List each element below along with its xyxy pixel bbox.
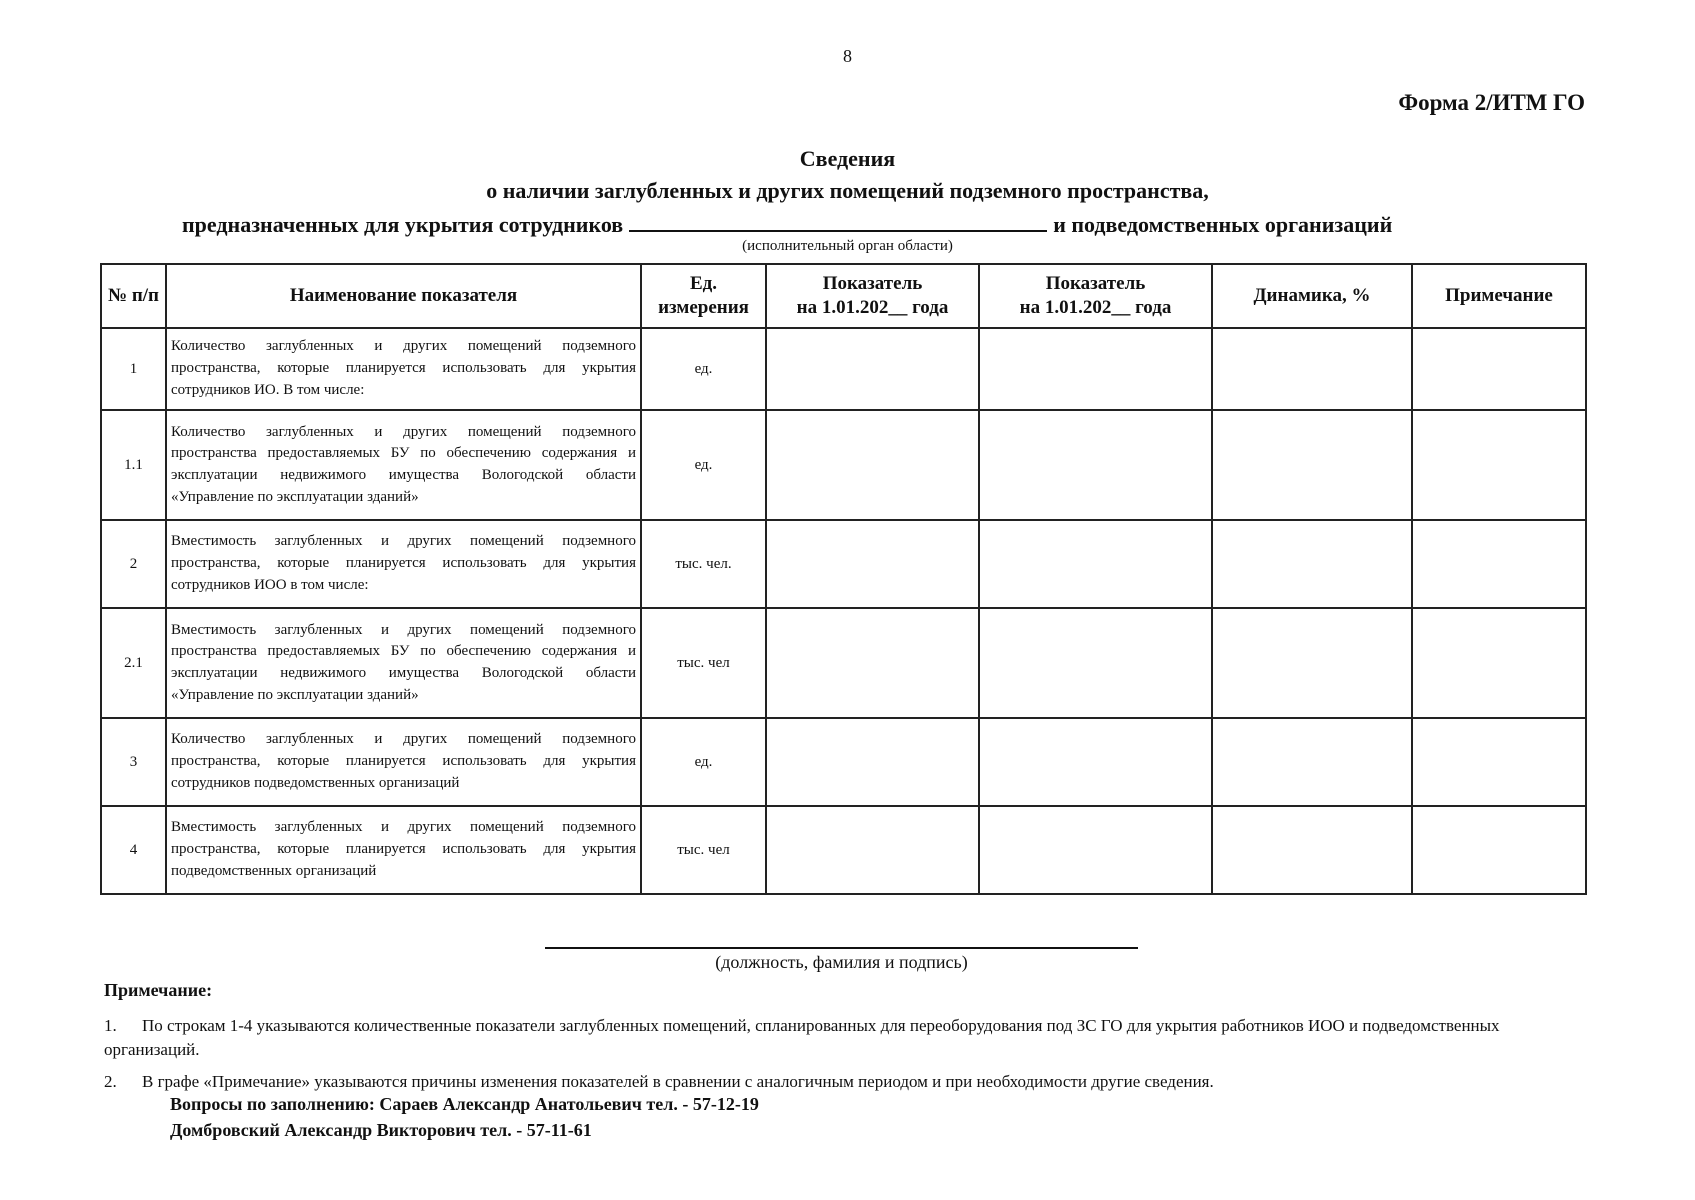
row-indicator-1-cell[interactable] [766, 410, 979, 520]
row-dynamics-cell[interactable] [1212, 410, 1412, 520]
header-ind2-line2: на 1.01.202__ года [1019, 297, 1172, 318]
row-dynamics-cell[interactable] [1212, 608, 1412, 718]
header-indicator-1 [766, 264, 979, 328]
executive-body-blank[interactable] [629, 210, 1047, 232]
form-code: Форма 2/ИТМ ГО [1398, 90, 1585, 115]
row-num: 2.1 [101, 608, 166, 718]
table-row [101, 410, 1586, 520]
row-dynamics-cell[interactable] [1212, 520, 1412, 608]
row-name: Количество заглубленных и других помещений подземного пространства, которые планируется использовать для укрытия сотрудников ИО. В том числе: [166, 328, 641, 410]
row-indicator-2-cell[interactable] [979, 608, 1212, 718]
row-indicator-1-cell[interactable] [766, 608, 979, 718]
row-name: Количество заглубленных и других помещений подземного пространства, которые планируется использовать для укрытия сотрудников подведомственных организаций [166, 718, 641, 806]
row-indicator-2-cell[interactable] [979, 806, 1212, 894]
table-row [101, 608, 1586, 718]
row-note-cell[interactable] [1412, 608, 1586, 718]
header-indicator-2 [979, 264, 1212, 328]
page-number: 8 [843, 46, 852, 66]
header-name: Наименование показателя [166, 264, 641, 328]
row-unit: тыс. чел. [641, 520, 766, 608]
row-note-cell[interactable] [1412, 806, 1586, 894]
blank-caption: (исполнительный орган области) [742, 238, 953, 254]
row-indicator-1-cell[interactable] [766, 520, 979, 608]
row-num: 1 [101, 328, 166, 410]
header-dynamics: Динамика, % [1212, 264, 1412, 328]
row-dynamics-cell[interactable] [1212, 718, 1412, 806]
header-ind1-line1: Показатель [822, 273, 923, 295]
table-header-row [101, 264, 1586, 328]
header-unit-line1: Ед. [689, 273, 718, 295]
row-dynamics-cell[interactable] [1212, 328, 1412, 410]
table-row [101, 520, 1586, 608]
notes-heading: Примечание: [104, 980, 213, 1000]
signature-line[interactable] [545, 947, 1138, 949]
row-name: Количество заглубленных и других помещений подземного пространства предоставляемых БУ по обеспечению содержания и эксплуатации недвижимого имущества Вологодской области «Управление по эксплуатации зданий» [166, 410, 641, 520]
row-num: 4 [101, 806, 166, 894]
row-indicator-1-cell[interactable] [766, 806, 979, 894]
document-subtitle-line2 [182, 210, 1392, 238]
note-item [104, 1070, 1554, 1094]
row-num: 3 [101, 718, 166, 806]
table-row [101, 806, 1586, 894]
row-note-cell[interactable] [1412, 328, 1586, 410]
subtitle-text-after: и подведомственных организаций [1053, 212, 1393, 237]
row-name: Вместимость заглубленных и других помещений подземного пространства, которые планируется использовать для укрытия подведомственных организаций [166, 806, 641, 894]
row-indicator-2-cell[interactable] [979, 520, 1212, 608]
signature-caption: (должность, фамилия и подпись) [715, 952, 968, 972]
row-num: 2 [101, 520, 166, 608]
note-item [104, 1014, 1554, 1062]
table-row [101, 328, 1586, 410]
row-note-cell[interactable] [1412, 718, 1586, 806]
row-note-cell[interactable] [1412, 520, 1586, 608]
row-indicator-2-cell[interactable] [979, 410, 1212, 520]
row-dynamics-cell[interactable] [1212, 806, 1412, 894]
row-indicator-2-cell[interactable] [979, 718, 1212, 806]
note-text: По строкам 1-4 указываются количественные показатели заглубленных помещений, спланированных для переоборудования под ЗС ГО для укрытия работников ИОО и подведомственных организаций. [104, 1016, 1500, 1059]
header-num: № п/п [101, 264, 166, 328]
note-text: В графе «Примечание» указываются причины изменения показателей в сравнении с аналогичным периодом и при необходимости другие сведения. [142, 1072, 1214, 1091]
row-unit: ед. [641, 410, 766, 520]
note-number: 1. [104, 1016, 117, 1035]
header-unit [641, 264, 766, 328]
subtitle-text-before: предназначенных для укрытия сотрудников [182, 212, 624, 237]
row-indicator-1-cell[interactable] [766, 718, 979, 806]
header-ind2-line1: Показатель [1045, 273, 1146, 295]
row-unit: ед. [641, 328, 766, 410]
document-subtitle-line1: о наличии заглубленных и других помещений подземного пространства, [486, 178, 1209, 203]
contact-line: Домбровский Александр Викторович тел. - 57-11-61 [170, 1120, 592, 1140]
indicators-table [100, 263, 1587, 895]
row-name: Вместимость заглубленных и других помещений подземного пространства предоставляемых БУ по обеспечению содержания и эксплуатации недвижимого имущества Вологодской области «Управление по эксплуатации зданий» [166, 608, 641, 718]
row-unit: тыс. чел [641, 608, 766, 718]
note-number: 2. [104, 1072, 117, 1091]
document-title: Сведения [799, 146, 896, 171]
row-name: Вместимость заглубленных и других помещений подземного пространства, которые планируется использовать для укрытия сотрудников ИОО в том числе: [166, 520, 641, 608]
row-num: 1.1 [101, 410, 166, 520]
table-row [101, 718, 1586, 806]
row-indicator-2-cell[interactable] [979, 328, 1212, 410]
row-unit: ед. [641, 718, 766, 806]
header-ind1-line2: на 1.01.202__ года [796, 297, 949, 318]
contact-line: Вопросы по заполнению: Сараев Александр Анатольевич тел. - 57-12-19 [170, 1094, 759, 1114]
header-note: Примечание [1412, 264, 1586, 328]
row-indicator-1-cell[interactable] [766, 328, 979, 410]
row-unit: тыс. чел [641, 806, 766, 894]
row-note-cell[interactable] [1412, 410, 1586, 520]
header-unit-line2: измерения [658, 297, 749, 318]
